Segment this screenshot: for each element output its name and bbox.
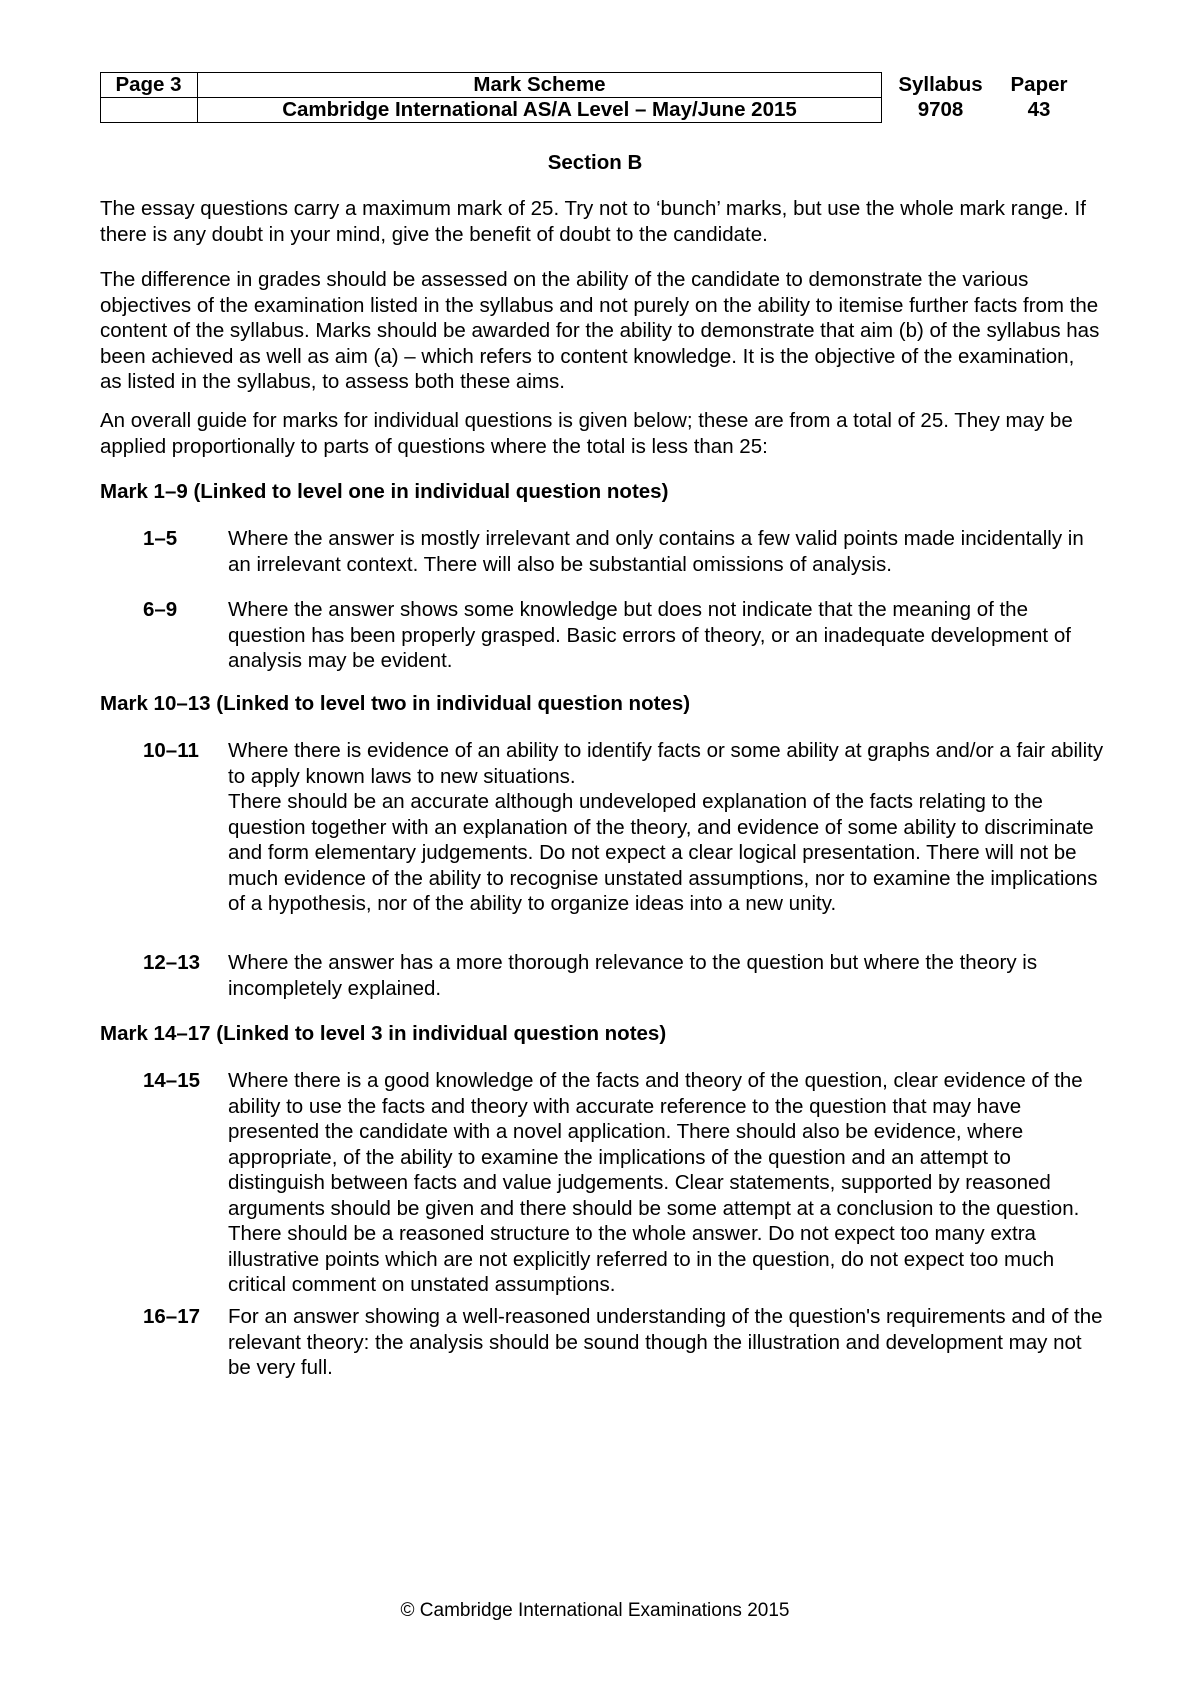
section-title: Section B [547,151,643,174]
mark-band-description-part-1: Where there is evidence of an ability to identify facts or some ability at graphs and/or a fair ability to apply known laws to new situations. [228,739,1104,788]
header-row-2 [100,97,1090,122]
mark-band-range: 14–15 [143,1069,201,1092]
syllabus-value: 9708 [917,98,964,121]
header-empty-cell [100,97,197,122]
document-title: Mark Scheme [473,73,606,96]
page-header [100,72,1090,122]
level-heading: Mark 1–9 (Linked to level one in individual question notes) [100,480,669,503]
mark-band-range: 16–17 [143,1305,201,1328]
mark-band-range: 1–5 [143,527,178,550]
mark-band-description: For an answer showing a well-reasoned understanding of the question's requirements and of the relevant theory: the analysis should be sound though the illustration and development may not be very full. [228,1305,1103,1379]
copyright-footer: © Cambridge International Examinations 2015 [400,1600,790,1621]
mark-band-description-part-2: There should be an accurate although undeveloped explanation of the facts relating to the question together with an explanation of the theory, and evidence of some ability to discriminate and form elementary judgements. Do not expect a clear logical presentation. There will not be much evidence of the ability to recognise unstated assumptions, nor to examine the implications of a hypothesis, nor of the ability to organize ideas into a new unity. [228,790,1098,915]
intro-paragraph-3: An overall guide for marks for individual questions is given below; these are from a total of 25. They may be applied proportionally to parts of questions where the total is less than 25: [100,409,1073,458]
level-heading: Mark 14–17 (Linked to level 3 in individual question notes) [100,1022,667,1045]
page-number: Page 3 [115,73,182,96]
mark-band-range: 12–13 [143,951,201,974]
mark-band-description: Where the answer has a more thorough relevance to the question but where the theory is incompletely explained. [228,951,1038,1000]
mark-band-range: 6–9 [143,598,178,621]
paper-label: Paper [1010,73,1068,96]
mark-band-description [228,738,1108,917]
header-row-1 [100,72,1090,97]
intro-paragraph-2: The difference in grades should be assessed on the ability of the candidate to demonstrate the various objectives of the examination listed in the syllabus and not purely on the ability to itemise further facts from the content of the syllabus. Marks should be awarded for the ability to demonstrate that aim (b) of the syllabus has been achieved as well as aim (a) – which refers to content knowledge. It is the objective of the examination, as listed in the syllabus, to assess both these aims. [100,268,1100,393]
mark-band-description: Where there is a good knowledge of the facts and theory of the question, clear evidence of the ability to use the facts and theory with accurate reference to the question that may have presented the candidate with a novel application. There should also be evidence, where appropriate, of the ability to examine the implications of the question and an attempt to distinguish between facts and value judgements. Clear statements, supported by reasoned arguments should be given and there should be some attempt at a conclusion to the question. There should be a reasoned structure to the whole answer. Do not expect too many extra illustrative points which are not explicitly referred to in the question, do not expect too much critical comment on unstated assumptions. [228,1069,1083,1296]
mark-band-description: Where the answer is mostly irrelevant and only contains a few valid points made incidentally in an irrelevant context. There will also be substantial omissions of analysis. [228,527,1084,576]
intro-paragraph-1: The essay questions carry a maximum mark of 25. Try not to ‘bunch’ marks, but use the whole mark range. If there is any doubt in your mind, give the benefit of doubt to the candidate. [100,197,1086,246]
mark-band-range: 10–11 [143,739,199,762]
mark-band-description: Where the answer shows some knowledge but does not indicate that the meaning of the question has been properly grasped. Basic errors of theory, or an inadequate development of analysis may be evident. [228,598,1071,672]
syllabus-label: Syllabus [898,73,983,96]
level-heading: Mark 10–13 (Linked to level two in individual question notes) [100,692,691,715]
paper-value: 43 [1027,98,1051,121]
document-subtitle: Cambridge International AS/A Level – May/June 2015 [282,98,797,121]
